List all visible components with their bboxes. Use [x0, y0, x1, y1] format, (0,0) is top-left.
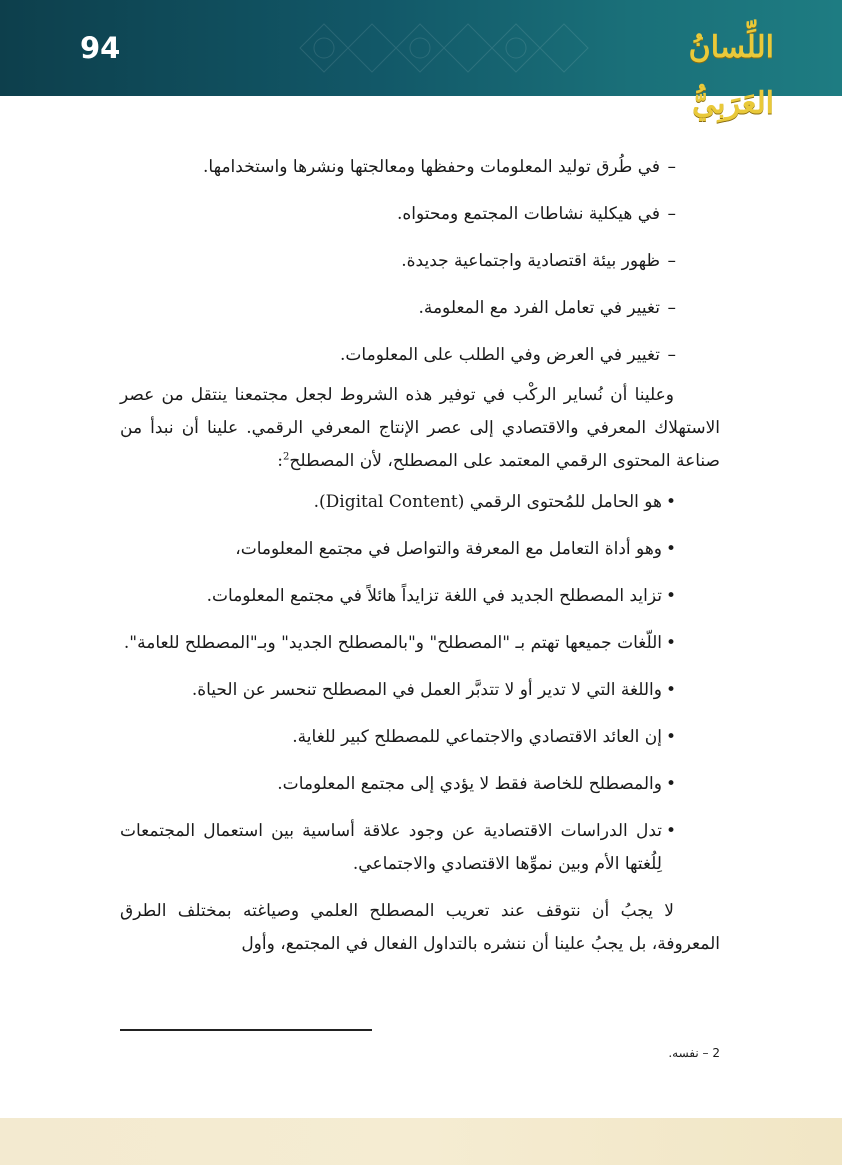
dash-marker: – — [667, 298, 676, 318]
list-item: • إن العائد الاقتصادي والاجتماعي للمصطلح كبير للغاية. — [120, 721, 720, 754]
list-item: – في طُرق توليد المعلومات وحفظها ومعالجتها ونشرها واستخدامها. — [120, 144, 720, 191]
paragraph-intro: وعلينا أن نُساير الركْب في توفير هذه الشروط لجعل مجتمعنا ينتقل من عصر الاستهلاك المعرفي والاقتصادي إلى عصر الإنتاج المعرفي الرقمي. علينا أن نبدأ من صناعة المحتوى الرقمي المعتمد على المصطلح، لأن المصطلح$^2$: — [120, 385, 720, 471]
dash-marker: – — [667, 345, 676, 365]
footnote: 2 – نفسه. — [668, 1046, 720, 1060]
footnote-number: 2 — [712, 1046, 720, 1060]
header-band — [0, 0, 842, 121]
dash-marker: – — [667, 157, 676, 177]
bullet-icon: • — [665, 821, 676, 841]
list-item: • تزايد المصطلح الجديد في اللغة تزايداً هائلاً في مجتمع المعلومات. — [120, 580, 720, 613]
footnote-ref[interactable]: 2 — [283, 451, 290, 463]
bullet-icon: • — [665, 727, 676, 747]
list-item: • هو الحامل للمُحتوى الرقمي (Digital Content). — [120, 486, 720, 519]
bullet-icon: • — [665, 680, 676, 700]
list-item: • والمصطلح للخاصة فقط لا يؤدي إلى مجتمع المعلومات. — [120, 768, 720, 801]
bullet-icon: • — [665, 633, 676, 653]
bullet-icon: • — [665, 539, 676, 559]
list-item: • تدل الدراسات الاقتصادية عن وجود علاقة أساسية بين استعمال المجتمعات لِلُغتها الأم وبين نموِّها الاقتصادي والاجتماعي. — [120, 815, 720, 881]
page-body — [120, 144, 720, 961]
paragraph-closing: لا يجبُ أن نتوقف عند تعريب المصطلح العلمي وصياغته بمختلف الطرق المعروفة، بل يجبُ علينا أن ننشره بالتداول الفعال في المجتمع، وأول — [120, 901, 720, 954]
dash-marker: – — [667, 251, 676, 271]
page-number: 94 — [80, 31, 121, 65]
list-item: – ظهور بيئة اقتصادية واجتماعية جديدة. — [120, 238, 720, 285]
list-item: – في هيكلية نشاطات المجتمع ومحتواه. — [120, 191, 720, 238]
magazine-logo: اللِّسانُ العَرَبِيُّ — [688, 30, 774, 121]
dash-marker: – — [667, 204, 676, 224]
footer-band — [0, 1118, 842, 1165]
footnote-text: نفسه. — [668, 1046, 699, 1060]
list-item: – تغيير في العرض وفي الطلب على المعلومات. — [120, 332, 720, 379]
list-item: • واللغة التي لا تدير أو لا تتدبَّر العمل في المصطلح تنحسر عن الحياة. — [120, 674, 720, 707]
bullet-icon: • — [665, 492, 676, 512]
dash-list — [120, 144, 720, 379]
list-item: • اللّغات جميعها تهتم بـ "المصطلح" و"بالمصطلح الجديد" وبـ"المصطلح للعامة". — [120, 627, 720, 660]
list-item: – تغيير في تعامل الفرد مع المعلومة. — [120, 285, 720, 332]
bullet-icon: • — [665, 774, 676, 794]
bullet-list — [120, 486, 720, 881]
bullet-icon: • — [665, 586, 676, 606]
list-item: • وهو أداة التعامل مع المعرفة والتواصل في مجتمع المعلومات، — [120, 533, 720, 566]
